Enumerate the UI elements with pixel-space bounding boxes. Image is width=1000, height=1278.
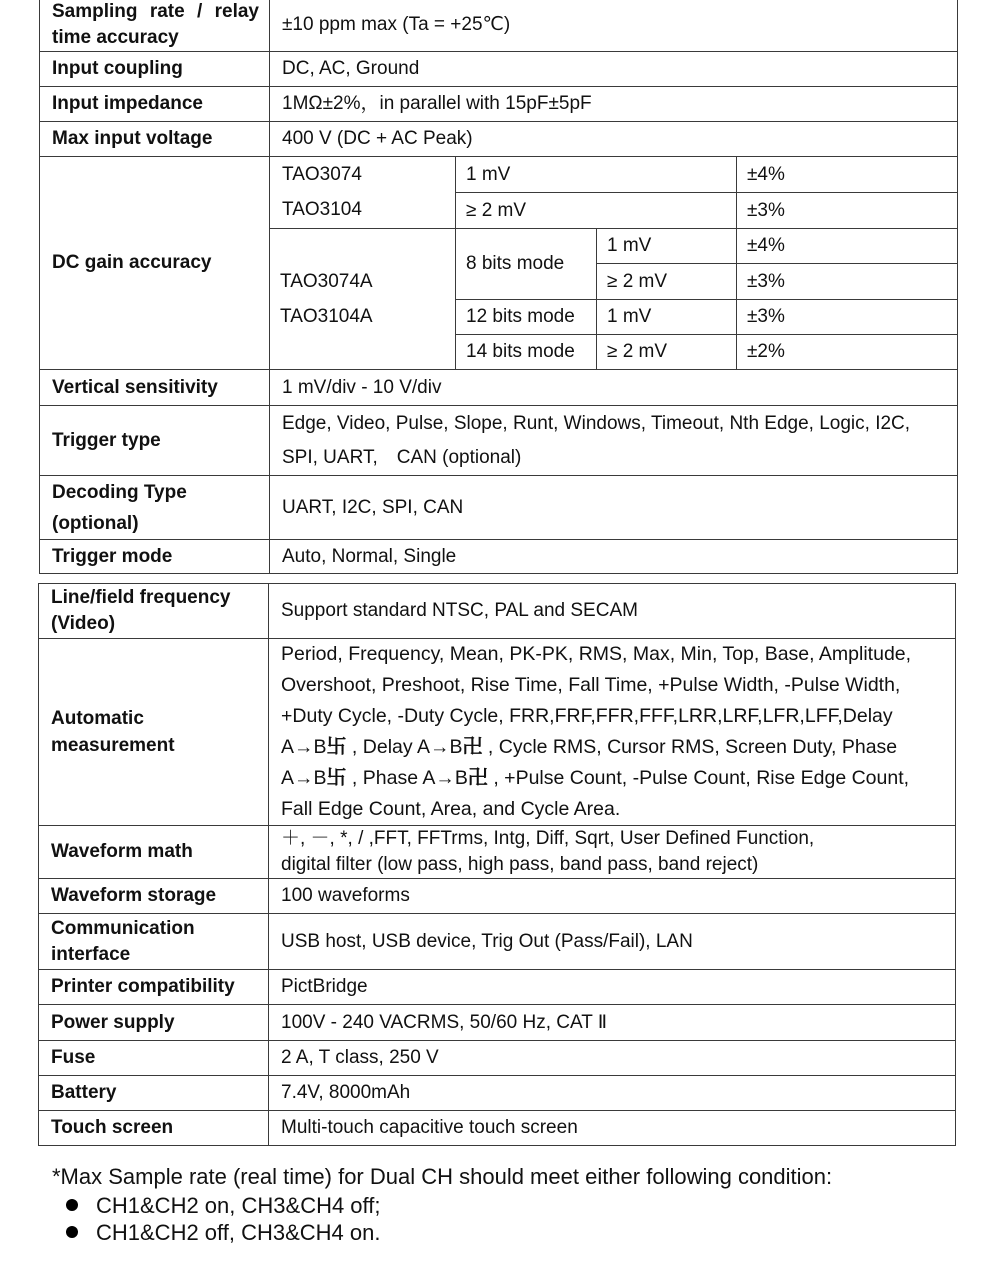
footnote-bullet-2-text: CH1&CH2 off, CH3&CH4 on.: [96, 1220, 381, 1245]
auto-meas-line-6: Fall Edge Count, Area, and Cycle Area.: [281, 798, 621, 820]
trigger-type-line-1: Edge, Video, Pulse, Slope, Runt, Windows, Timeout, Nth Edge, Logic, I2C,: [282, 412, 911, 434]
dc-mode8-acc-1: ±4%: [737, 229, 958, 264]
dc-range-2: ≥ 2 mV: [456, 193, 737, 229]
dc-mode-8: 8 bits mode: [456, 229, 597, 300]
dc-mode14-range: ≥ 2 mV: [597, 334, 737, 369]
spec-table-2: [38, 583, 956, 1146]
label-line-freq-1: Line/field frequency: [51, 587, 231, 608]
label-storage: Waveform storage: [39, 879, 269, 914]
label-fuse: Fuse: [39, 1041, 269, 1076]
rising-edge-icon: 卐: [326, 736, 347, 758]
math-line-2: digital filter (low pass, high pass, band pass, band reject): [281, 854, 759, 875]
label-auto-meas-1: Automatic: [51, 708, 144, 729]
dc-acc-1: ±4%: [737, 157, 958, 193]
row-vertical: [40, 370, 958, 406]
footnote: *Max Sample rate (real time) for Dual CH should meet either following condition:: [52, 1164, 833, 1189]
value-printer: PictBridge: [269, 970, 956, 1005]
auto-meas-l4c: , Cycle RMS, Cursor RMS, Screen Duty, Phase: [482, 736, 898, 758]
auto-meas-l5c: , +Pulse Count, -Pulse Count, Rise Edge Count,: [487, 767, 910, 789]
row-fuse: [39, 1041, 956, 1076]
footnote-bullet-1-text: CH1&CH2 on, CH3&CH4 off;: [96, 1193, 381, 1218]
label-max-voltage: Max input voltage: [40, 122, 270, 157]
dc-model-tao3074a: TAO3074A: [280, 271, 373, 292]
row-max-voltage: [40, 122, 958, 157]
falling-edge-icon: 卍: [467, 767, 488, 789]
row-touch: [39, 1111, 956, 1146]
row-trigger-mode: [40, 540, 958, 574]
label-line-freq-2: (Video): [51, 613, 116, 634]
row-dc-gain-1: [40, 157, 958, 193]
value-sampling: ±10 ppm max (Ta = +25℃): [270, 0, 958, 52]
dc-mode8-range-1: 1 mV: [597, 229, 737, 264]
bullet-icon: [66, 1199, 78, 1211]
label-auto-meas-2: measurement: [51, 735, 175, 756]
row-sampling: [40, 0, 958, 52]
row-power: [39, 1005, 956, 1041]
dc-model-tao3074: TAO3074: [270, 157, 456, 193]
dc-model-tao3104: TAO3104: [270, 193, 456, 229]
label-decoding-2: (optional): [52, 512, 139, 534]
auto-meas-line-3: +Duty Cycle, -Duty Cycle, FRR,FRF,FFR,FFF,LRR,LRF,LFR,LFF,Delay: [281, 705, 893, 727]
dc-acc-2: ±3%: [737, 193, 958, 229]
auto-meas-line-5: [281, 763, 945, 794]
row-impedance: [40, 87, 958, 122]
value-battery: 7.4V, 8000mAh: [269, 1076, 956, 1111]
value-line-freq: Support standard NTSC, PAL and SECAM: [269, 584, 956, 639]
math-line-1: ＋, －, *, / ,FFT, FFTrms, Intg, Diff, Sqrt, User Defined Function,: [281, 828, 815, 849]
dc-mode14-acc: ±2%: [737, 334, 958, 369]
label-sampling: Sampling rate / relay time accuracy: [40, 0, 270, 52]
auto-meas-l5a: A→B: [281, 767, 327, 789]
auto-meas-l5b: , Phase A→B: [346, 767, 468, 789]
trigger-type-line-2: SPI, UART, CAN (optional): [282, 446, 522, 468]
value-auto-meas: [269, 639, 956, 826]
row-coupling: [40, 52, 958, 87]
dc-mode12-acc: ±3%: [737, 299, 958, 334]
value-power: 100V - 240 VACRMS, 50/60 Hz, CAT Ⅱ: [269, 1005, 956, 1041]
row-printer: [39, 970, 956, 1005]
dc-range-1: 1 mV: [456, 157, 737, 193]
value-vertical: 1 mV/div - 10 V/div: [270, 370, 958, 406]
row-math: [39, 826, 956, 879]
row-battery: [39, 1076, 956, 1111]
label-dc-gain: DC gain accuracy: [40, 157, 270, 370]
label-math: Waveform math: [39, 826, 269, 879]
label-impedance: Input impedance: [40, 87, 270, 122]
label-trigger-type: Trigger type: [40, 406, 270, 476]
label-battery: Battery: [39, 1076, 269, 1111]
spec-table-1: [39, 0, 958, 574]
value-max-voltage: 400 V (DC + AC Peak): [270, 122, 958, 157]
label-auto-meas: [39, 639, 269, 826]
dc-mode-14: 14 bits mode: [456, 334, 597, 369]
label-line-freq: [39, 584, 269, 639]
row-decoding: [40, 476, 958, 540]
auto-meas-line-1: Period, Frequency, Mean, PK-PK, RMS, Max, Min, Top, Base, Amplitude,: [281, 643, 912, 665]
row-line-freq: [39, 584, 956, 639]
footnote-bullet-2: [66, 1219, 381, 1246]
label-comm-1: Communication: [51, 917, 195, 939]
falling-edge-icon: 卍: [462, 736, 483, 758]
auto-meas-l4a: A→B: [281, 736, 327, 758]
dc-mode-12: 12 bits mode: [456, 299, 597, 334]
auto-meas-l4b: , Delay A→B: [346, 736, 463, 758]
value-touch: Multi-touch capacitive touch screen: [269, 1111, 956, 1146]
value-trigger-type: [270, 406, 958, 476]
row-trigger-type: [40, 406, 958, 476]
value-comm: USB host, USB device, Trig Out (Pass/Fail), LAN: [269, 914, 956, 970]
dc-models-a: [270, 229, 456, 370]
label-power: Power supply: [39, 1005, 269, 1041]
row-storage: [39, 879, 956, 914]
value-storage: 100 waveforms: [269, 879, 956, 914]
auto-meas-line-4: [281, 732, 945, 763]
value-math: [269, 826, 956, 879]
label-comm-2: interface: [51, 943, 131, 965]
value-trigger-mode: Auto, Normal, Single: [270, 540, 958, 574]
value-decoding: UART, I2C, SPI, CAN: [270, 476, 958, 540]
dc-model-tao3104a: TAO3104A: [280, 306, 373, 327]
dc-mode8-range-2: ≥ 2 mV: [597, 264, 737, 299]
rising-edge-icon: 卐: [326, 767, 347, 789]
value-impedance: 1MΩ±2%，in parallel with 15pF±5pF: [270, 87, 958, 122]
value-coupling: DC, AC, Ground: [270, 52, 958, 87]
label-decoding-1: Decoding Type: [52, 481, 187, 503]
row-auto-meas: [39, 639, 956, 826]
label-trigger-mode: Trigger mode: [40, 540, 270, 574]
label-comm: [39, 914, 269, 970]
label-decoding: [40, 476, 270, 540]
dc-mode8-acc-2: ±3%: [737, 264, 958, 299]
label-vertical: Vertical sensitivity: [40, 370, 270, 406]
value-fuse: 2 A, T class, 250 V: [269, 1041, 956, 1076]
label-touch: Touch screen: [39, 1111, 269, 1146]
auto-meas-line-2: Overshoot, Preshoot, Rise Time, Fall Time, +Pulse Width, -Pulse Width,: [281, 674, 901, 696]
bullet-icon: [66, 1226, 78, 1238]
label-coupling: Input coupling: [40, 52, 270, 87]
label-printer: Printer compatibility: [39, 970, 269, 1005]
row-comm: [39, 914, 956, 970]
dc-mode12-range: 1 mV: [597, 299, 737, 334]
footnote-bullet-1: [66, 1192, 381, 1219]
